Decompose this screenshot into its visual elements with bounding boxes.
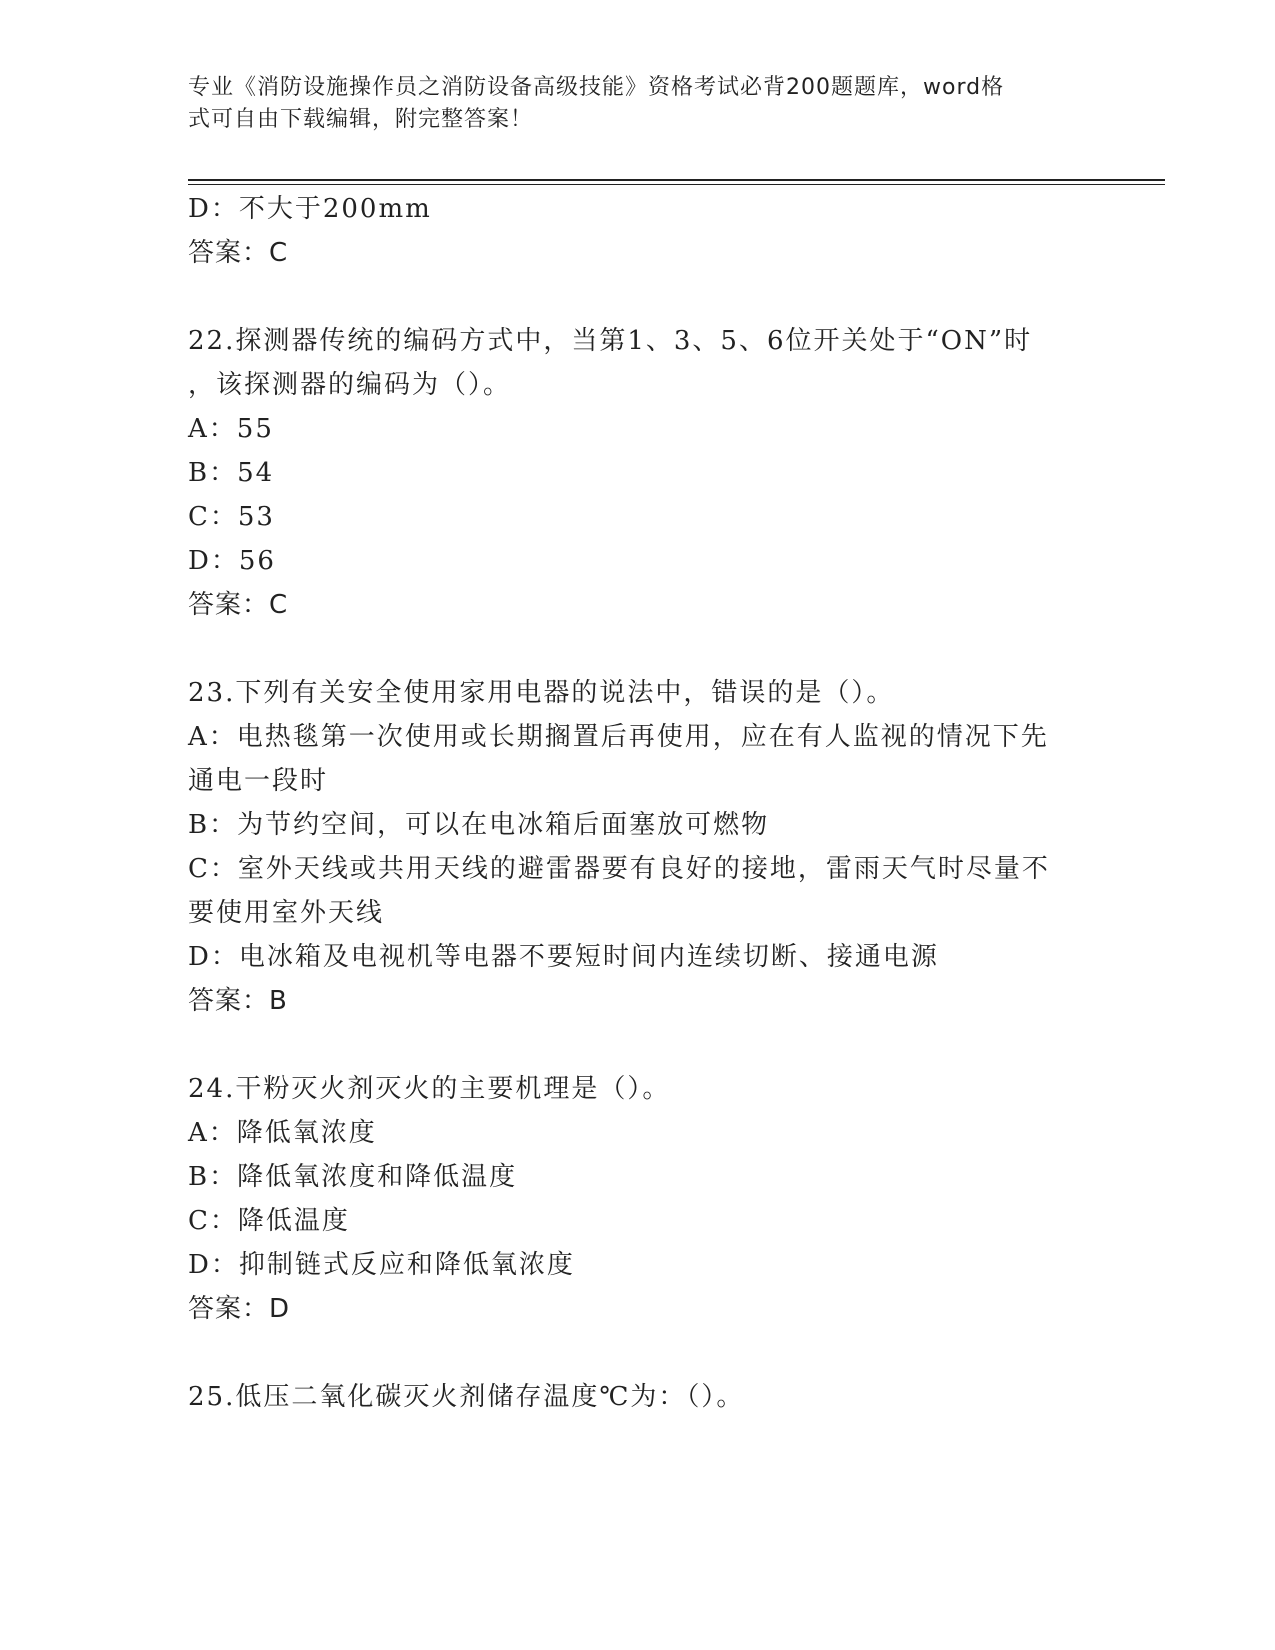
header-line-1: 专业《消防设施操作员之消防设备高级技能》资格考试必背200题题库，word格 [188,75,1005,100]
option-line: D：不大于200mm [188,194,432,224]
question-line: ，该探测器的编码为（）。 [188,370,512,400]
header-divider-thin [188,184,1165,185]
option-line: A：55 [188,414,274,444]
option-line: B：为节约空间，可以在电冰箱后面塞放可燃物 [188,810,770,840]
answer-line: 答案：C [188,238,289,268]
option-line: D：抑制链式反应和降低氧浓度 [188,1250,575,1280]
option-line: C：降低温度 [188,1206,350,1236]
option-line: B：降低氧浓度和降低温度 [188,1162,518,1192]
answer-line: 答案：C [188,590,289,620]
header-line-2: 式可自由下载编辑，附完整答案！ [188,107,534,132]
option-line: D：电冰箱及电视机等电器不要短时间内连续切断、接通电源 [188,942,939,972]
option-line: C：53 [188,502,275,532]
option-line: A：降低氧浓度 [188,1118,377,1148]
question-line: 24.干粉灭火剂灭火的主要机理是（）。 [188,1074,671,1104]
option-line: C：室外天线或共用天线的避雷器要有良好的接地，雷雨天气时尽量不 [188,854,1050,884]
option-line: B：54 [188,458,275,488]
answer-line: 答案：D [188,1294,291,1324]
document-header [188,72,1078,136]
question-line: 25.低压二氧化碳灭火剂储存温度℃为：（）。 [188,1382,745,1412]
option-line: 要使用室外天线 [188,898,385,928]
question-line: 23.下列有关安全使用家用电器的说法中，错误的是（）。 [188,678,895,708]
option-line: 通电一段时 [188,766,329,796]
header-divider-thick [188,179,1165,181]
answer-line: 答案：B [188,986,288,1016]
option-line: D：56 [188,546,276,576]
question-line: 22.探测器传统的编码方式中，当第1、3、5、6位开关处于“ON”时 [188,326,1033,356]
option-line: A：电热毯第一次使用或长期搁置后再使用，应在有人监视的情况下先 [188,722,1049,752]
